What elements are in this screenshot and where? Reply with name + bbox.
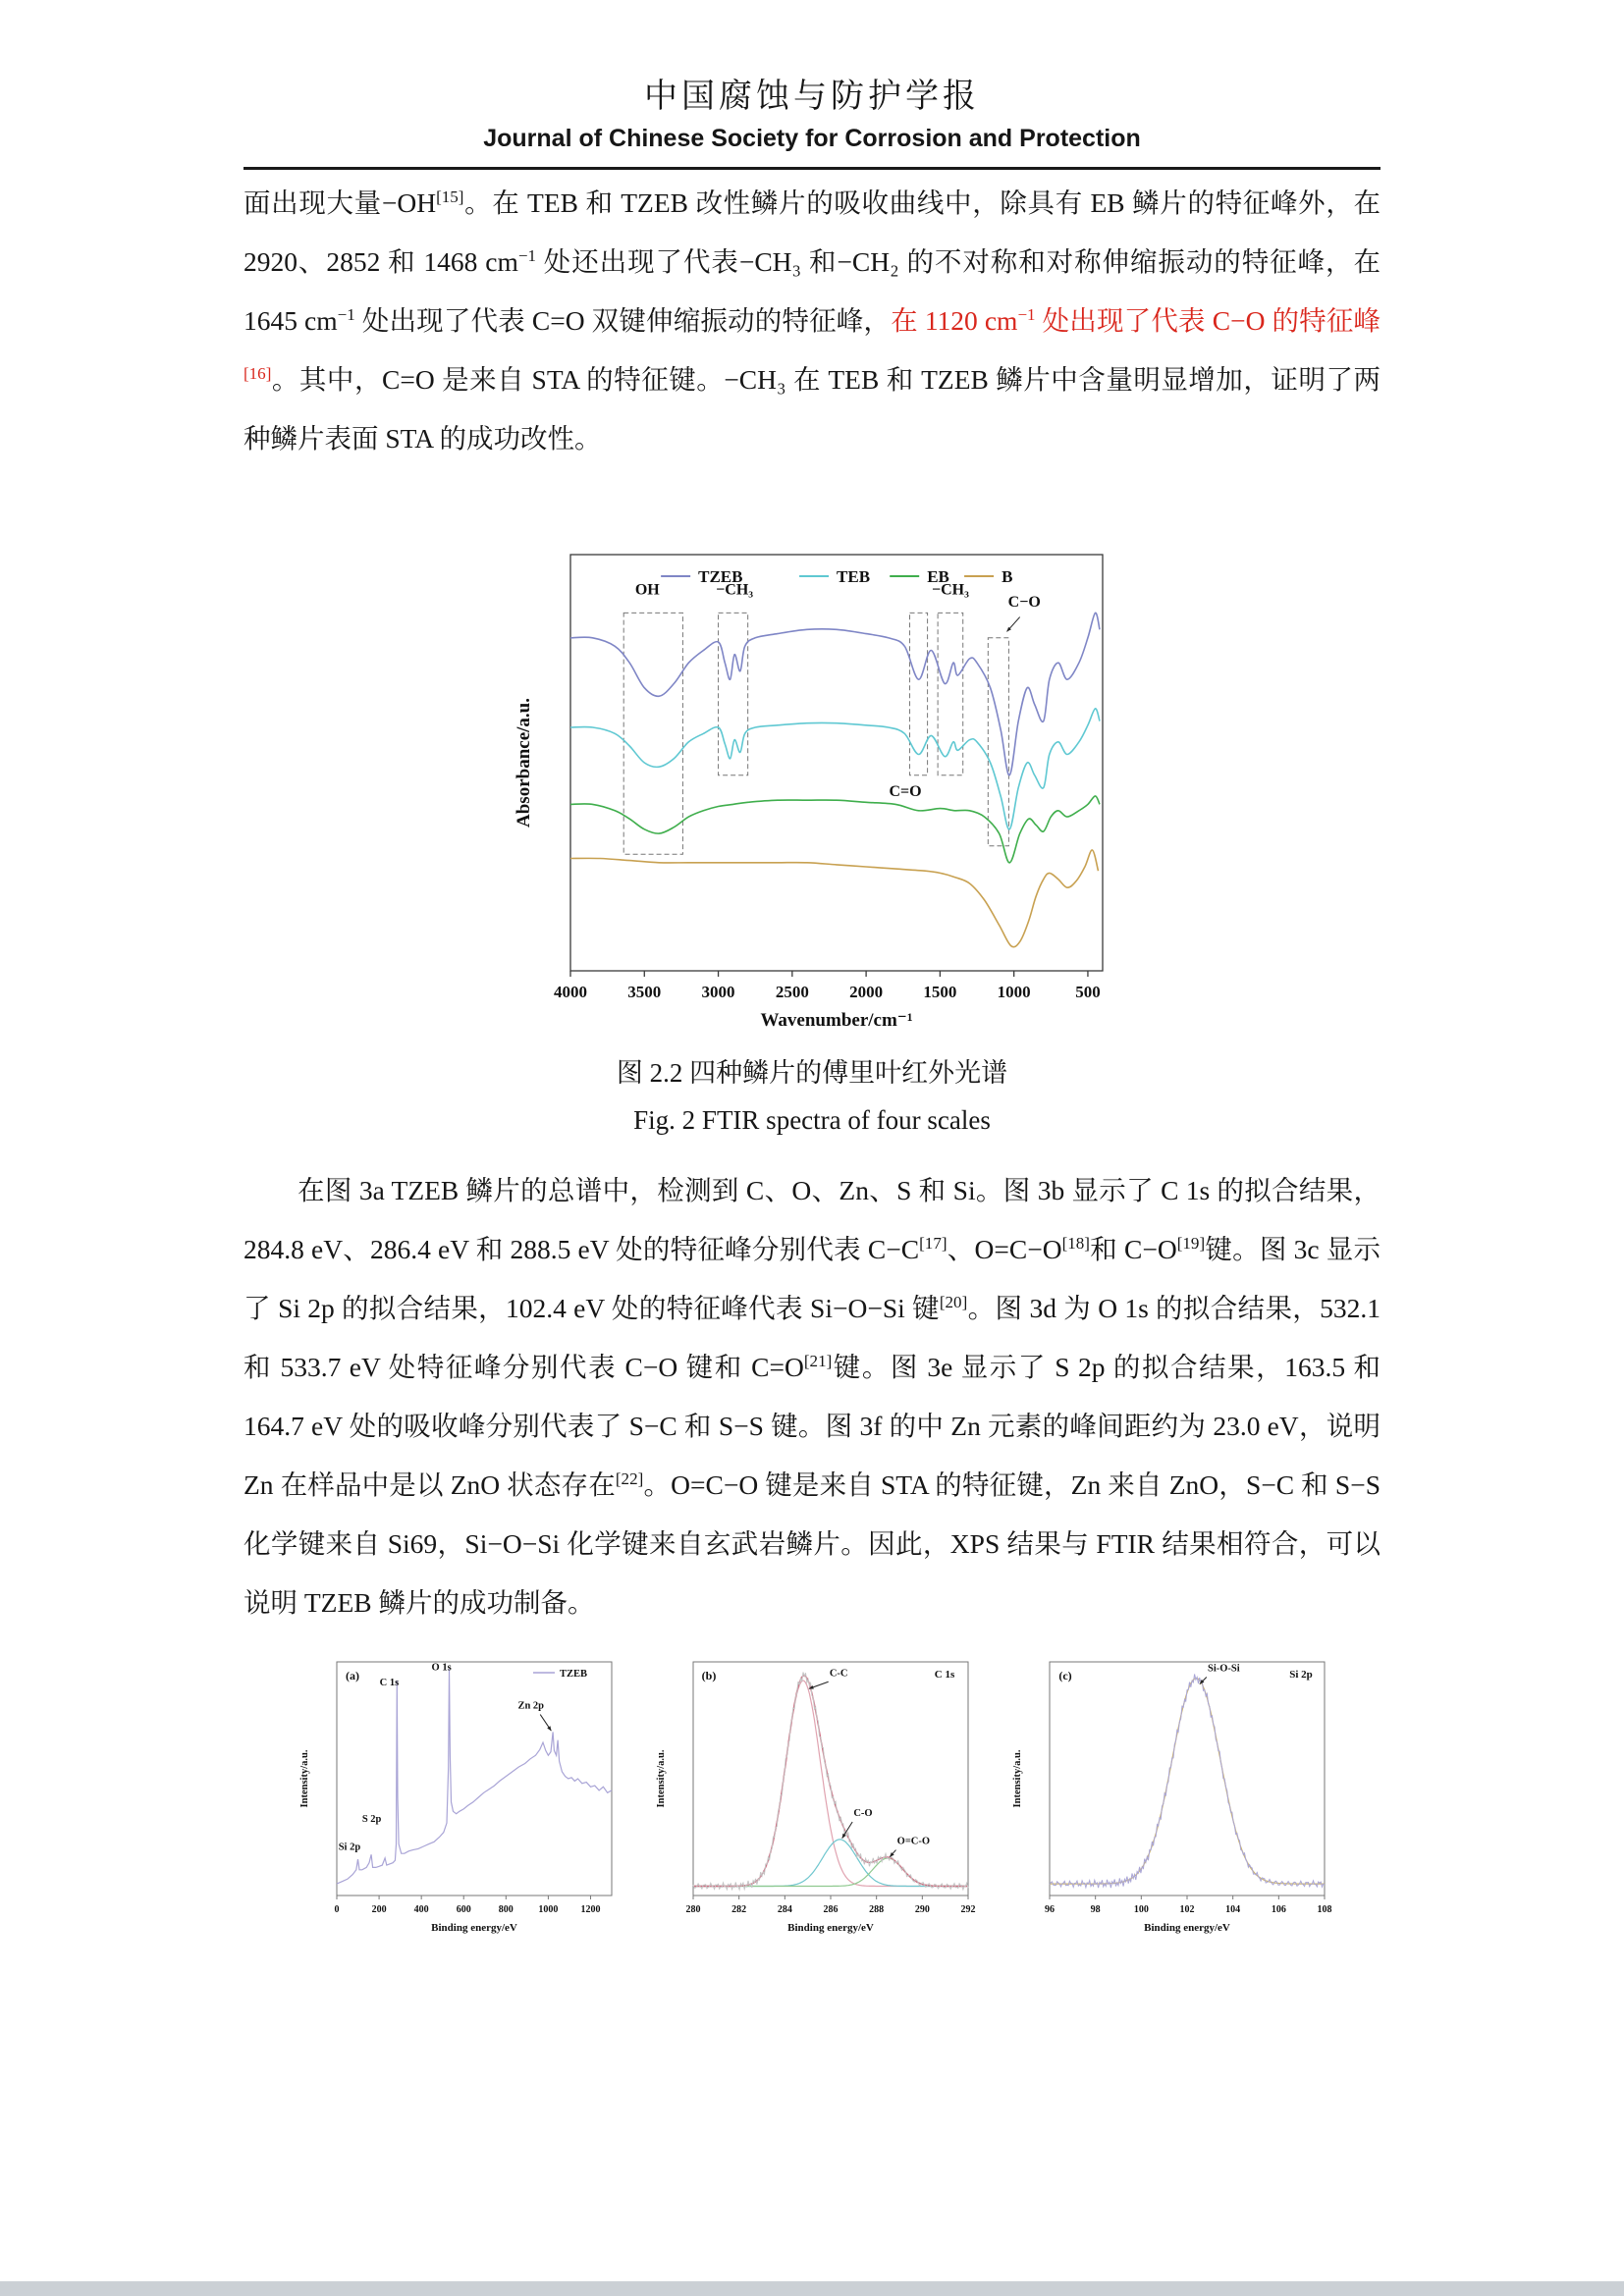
chart-text: Si-O-Si: [1207, 1663, 1240, 1675]
paragraph-2: [244, 1161, 1380, 1632]
chart-text: 400: [413, 1904, 429, 1915]
chart-text: C 1s: [934, 1669, 954, 1681]
chart-text: 1500: [923, 983, 957, 1001]
text-segment: [18]: [1061, 1233, 1090, 1253]
text-segment: 处出现了代表 C−O 的特征峰: [1035, 305, 1380, 336]
journal-title-en: Journal of Chinese Society for Corrosion and Protection: [483, 125, 1141, 152]
chart-text: S 2p: [361, 1814, 381, 1826]
chart-text: 282: [731, 1904, 746, 1915]
chart-text: 3000: [701, 983, 735, 1001]
ftir-figure: [508, 543, 1116, 1034]
chart-text: Binding energy/eV: [1143, 1922, 1230, 1934]
text-segment: [20]: [939, 1292, 968, 1311]
chart-text: Absorbance/a.u.: [514, 698, 534, 828]
text-segment: 。O=C−O 键是来自 STA 的特征键，Zn 来自 ZnO，S−C 和 S−S 化学键来自 Si69，Si−O−Si 化学键来自玄武岩鳞片。因此，XPS 结果与 FTIR 结果相符合，可以说明 TZEB 鳞片的成功制备。: [244, 1469, 1380, 1618]
figure2-caption-en: Fig. 2 FTIR spectra of four scales: [633, 1105, 991, 1135]
chart-text: C-O: [852, 1808, 873, 1820]
chart-text: 292: [960, 1904, 975, 1915]
paragraph-1: [244, 174, 1380, 468]
journal-title-zh: 中国腐蚀与防护学报: [644, 79, 980, 115]
chart-text: (c): [1057, 1669, 1072, 1682]
text-segment: 键。图 3e 显示了 S 2p 的拟合结果，163.5 和 164.7 eV 处的吸收峰分别代表了 S−C 和 S−S 键。图 3f 的中 Zn 元素的峰间距约为 23.0 eV，说明 Zn 在样品中是以 ZnO 状态存在: [244, 1352, 1380, 1500]
text-segment: [21]: [803, 1351, 833, 1370]
chart-text: 800: [498, 1904, 514, 1915]
chart-text: 290: [914, 1904, 930, 1915]
text-segment: [19]: [1176, 1233, 1206, 1253]
text-segment: [17]: [919, 1233, 947, 1253]
chart-text: Si 2p: [1288, 1669, 1313, 1681]
chart-text: C−O: [1007, 594, 1041, 611]
chart-text: Binding energy/eV: [430, 1922, 517, 1934]
chart-text: Si 2p: [338, 1842, 360, 1853]
chart-text: 2000: [849, 983, 884, 1001]
chart-text: OH: [634, 581, 660, 599]
chart-text: (b): [701, 1669, 716, 1682]
chart-text: 500: [1075, 983, 1101, 1001]
text-segment: 、O=C−O: [947, 1234, 1062, 1264]
chart-text: TZEB: [559, 1669, 587, 1680]
header-rule: [244, 167, 1380, 170]
figure2-caption-zh: 图 2.2 四种鳞片的傅里叶红外光谱: [616, 1058, 1008, 1088]
chart-text: −CH₃: [931, 581, 969, 599]
chart-text: 4000: [554, 983, 587, 1001]
chart-text: 96: [1044, 1904, 1055, 1915]
chart-text: Intensity/a.u.: [298, 1749, 310, 1808]
text-segment: [22]: [615, 1468, 644, 1488]
text-segment: −1: [517, 245, 536, 265]
chart-text: 284: [777, 1904, 792, 1915]
chart-text: 1000: [997, 983, 1031, 1001]
chart-text: Intensity/a.u.: [655, 1749, 667, 1808]
chart-text: Zn 2p: [516, 1700, 544, 1712]
chart-text: −CH₃: [716, 581, 754, 599]
chart-text: 106: [1271, 1904, 1286, 1915]
chart-text: 286: [823, 1904, 838, 1915]
chart-text: 104: [1224, 1904, 1240, 1915]
chart-text: Wavenumber/cm⁻¹: [760, 1010, 913, 1031]
text-segment: 面出现大量−OH: [244, 187, 437, 218]
chart-text: 600: [456, 1904, 471, 1915]
chart-text: 1200: [579, 1904, 600, 1915]
text-segment: 在 1120 cm: [891, 305, 1018, 336]
chart-text: O 1s: [431, 1662, 452, 1674]
chart-text: Intensity/a.u.: [1011, 1749, 1023, 1808]
page-bottom-edge: [0, 2281, 1624, 2296]
chart-text: 288: [868, 1904, 884, 1915]
chart-text: Binding energy/eV: [786, 1922, 874, 1934]
xps-figure: [0, 1650, 1624, 1945]
chart-text: C-C: [829, 1668, 848, 1680]
text-segment: 处还出现了代表−CH₃ 和−CH₂ 的不对称和对称伸缩振动的特征峰，在 1645 cm: [244, 246, 1380, 336]
text-segment: 。其中，C=O 是来自 STA 的特征键。−CH₃ 在 TEB 和 TZEB 鳞片中含量明显增加，证明了两种鳞片表面 STA 的成功改性。: [244, 364, 1380, 454]
chart-text: 98: [1090, 1904, 1101, 1915]
text-segment: 键。图 3c 显示了 Si 2p 的拟合结果，102.4 eV 处的特征峰代表 Si−O−Si 键: [244, 1234, 1380, 1323]
chart-text: 1000: [537, 1904, 558, 1915]
chart-text: 3500: [627, 983, 662, 1001]
chart-text: TEB: [837, 567, 871, 586]
xps-panel-a: [292, 1650, 621, 1945]
xps-panel-b: [648, 1650, 977, 1945]
chart-text: 0: [334, 1904, 339, 1915]
text-segment: [16]: [244, 363, 272, 383]
chart-text: O=C-O: [896, 1836, 930, 1847]
chart-text: B: [1001, 567, 1013, 586]
text-segment: −1: [1017, 304, 1036, 324]
text-segment: 处出现了代表 C=O 双键伸缩振动的特征峰，: [354, 305, 892, 336]
chart-text: 102: [1179, 1904, 1194, 1915]
text-segment: [15]: [436, 187, 464, 206]
text-segment: 和 C−O: [1089, 1234, 1177, 1264]
text-segment: 。在 TEB 和 TZEB 改性鳞片的吸收曲线中，除具有 EB 鳞片的特征峰外，在 2920、2852 和 1468 cm: [244, 187, 1380, 277]
chart-text: 100: [1133, 1904, 1149, 1915]
chart-text: 200: [371, 1904, 387, 1915]
ftir-chart: [508, 543, 1116, 1034]
chart-text: C=O: [889, 782, 922, 800]
chart-text: 108: [1317, 1904, 1331, 1915]
chart-text: EB: [927, 567, 949, 586]
text-segment: −1: [337, 304, 355, 324]
chart-text: TZEB: [698, 567, 743, 586]
xps-panel-c: [1004, 1650, 1333, 1945]
chart-text: 2500: [775, 983, 809, 1001]
text-segment: 。图 3d 为 O 1s 的拟合结果，532.1 和 533.7 eV 处特征峰分别代表 C−O 键和 C=O: [244, 1293, 1381, 1382]
text-segment: 在图 3a TZEB 鳞片的总谱中，检测到 C、O、Zn、S 和 Si。图 3b 显示了 C 1s 的拟合结果，284.8 eV、286.4 eV 和 288.5 eV 处的特征峰分别代表 C−C: [244, 1175, 1380, 1264]
chart-text: 280: [685, 1904, 700, 1915]
chart-text: (a): [345, 1669, 359, 1682]
chart-text: C 1s: [379, 1677, 399, 1688]
